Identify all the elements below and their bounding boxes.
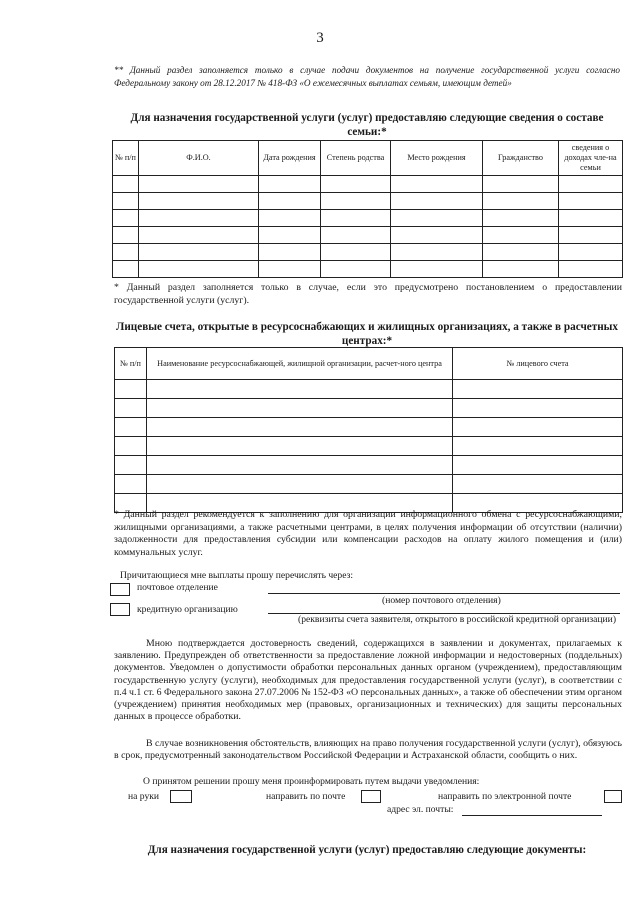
notify-hand-checkbox[interactable] (170, 790, 192, 803)
table-cell[interactable] (259, 227, 321, 244)
post-office-label: почтовое отделение (137, 582, 218, 593)
table-cell[interactable] (259, 244, 321, 261)
table-cell[interactable] (391, 244, 483, 261)
family-col-relation: Степень родства (321, 141, 391, 176)
table-row (115, 475, 623, 494)
family-col-fio: Ф.И.О. (139, 141, 259, 176)
table-cell[interactable] (391, 176, 483, 193)
family-table-header (113, 141, 623, 176)
table-cell[interactable] (113, 261, 139, 278)
table-row (115, 437, 623, 456)
table-cell[interactable] (483, 244, 559, 261)
table-cell[interactable] (559, 227, 623, 244)
table-cell[interactable] (147, 418, 453, 437)
table-row (115, 456, 623, 475)
table-cell[interactable] (115, 456, 147, 475)
table-cell[interactable] (115, 437, 147, 456)
italic-note: ** Данный раздел заполняется только в случае подачи документов на получение государственной услуги согласно Федеральному закону от 28.12.2017 № 418-ФЗ «О ежемесячных выплатах семьям, имеющим детей» (114, 65, 620, 88)
confirmation-paragraph: Мною подтверждается достоверность сведений, содержащихся в заявлении и документах, прилагаемых к заявлению. Предупрежден об ответственности за предоставление ложной информации и недостоверных (поддельных) документов. Уведомлен о допустимости обработки персональных данных органом (учреждением), предоставляющим государственную услугу (услуги), необходимых для предоставления государственной услуги (услуг), в соответствии с п.4 ч.1 ст. 6 Федерального закона 27.07.2006 № 152-ФЗ «О персональных данных», а также об обеспечении этим органом (учреждением) принятия необходимых мер (правовых, организационных и технических) для защиты персональных данных в процессе обработки. (114, 638, 622, 723)
family-col-birthdate: Дата рождения (259, 141, 321, 176)
table-cell[interactable] (113, 193, 139, 210)
table-cell[interactable] (559, 261, 623, 278)
table-cell[interactable] (483, 210, 559, 227)
table-cell[interactable] (321, 193, 391, 210)
table-cell[interactable] (259, 193, 321, 210)
accounts-table (114, 347, 623, 513)
table-cell[interactable] (453, 456, 623, 475)
table-cell[interactable] (139, 210, 259, 227)
notify-email-checkbox[interactable] (604, 790, 622, 803)
accounts-section-title: Лицевые счета, открытые в ресурсоснабжающих и жилищных организациях, а также в расчетных центрах:* (116, 321, 618, 347)
table-cell[interactable] (113, 227, 139, 244)
notify-post-checkbox[interactable] (361, 790, 381, 803)
table-cell[interactable] (115, 418, 147, 437)
notify-hand-label: на руки (128, 791, 160, 802)
table-cell[interactable] (113, 244, 139, 261)
table-cell[interactable] (391, 227, 483, 244)
table-cell[interactable] (139, 176, 259, 193)
accounts-table-header (115, 348, 623, 380)
table-cell[interactable] (321, 176, 391, 193)
table-cell[interactable] (453, 475, 623, 494)
documents-section-title: Для назначения государственной услуги (услуг) предоставляю следующие документы: (147, 844, 587, 856)
table-row (113, 244, 623, 261)
table-cell[interactable] (259, 176, 321, 193)
table-cell[interactable] (115, 399, 147, 418)
table-cell[interactable] (453, 418, 623, 437)
table-cell[interactable] (483, 193, 559, 210)
post-office-caption: (номер почтового отделения) (382, 595, 501, 606)
accounts-col-number: № п/п (115, 348, 147, 380)
table-cell[interactable] (139, 193, 259, 210)
table-cell[interactable] (115, 475, 147, 494)
family-col-income: сведения о доходах чле-на семьи (559, 141, 623, 176)
table-cell[interactable] (391, 210, 483, 227)
email-address-line[interactable] (462, 815, 602, 816)
table-cell[interactable] (147, 475, 453, 494)
table-cell[interactable] (147, 380, 453, 399)
accounts-footnote: * Данный раздел рекомендуется к заполнению для организации информационного обмена с ресурсоснабжающими, жилищными организациями, а также расчетными центрами, в целях получения информации об отсутствии (наличии) задолженности для предоставления субсидии или компенсации расходов на оплату жилого помещения и (или) коммунальных услуг. (114, 509, 622, 558)
table-cell[interactable] (321, 261, 391, 278)
table-cell[interactable] (559, 176, 623, 193)
table-cell[interactable] (139, 261, 259, 278)
table-cell[interactable] (321, 210, 391, 227)
notify-intro: О принятом решении прошу меня проинформировать путем выдачи уведомления: (143, 776, 480, 787)
table-row (115, 418, 623, 437)
bank-checkbox[interactable] (110, 603, 130, 616)
notify-post-label: направить по почте (266, 791, 346, 802)
table-cell[interactable] (113, 210, 139, 227)
family-col-birthplace: Место рождения (391, 141, 483, 176)
table-cell[interactable] (139, 244, 259, 261)
table-cell[interactable] (483, 227, 559, 244)
table-cell[interactable] (259, 261, 321, 278)
table-row (113, 210, 623, 227)
family-section-title: Для назначения государственной услуги (услуг) предоставляю следующие сведения о составе семьи:* (130, 112, 604, 138)
obligation-paragraph: В случае возникновения обстоятельств, влияющих на право получения государственной услуги (услуг), обязуюсь в срок, предусмотренный законодательством Российской Федерации и Астраханской области, сообщить о них. (114, 738, 622, 762)
table-cell[interactable] (115, 380, 147, 399)
table-cell[interactable] (321, 227, 391, 244)
table-cell[interactable] (147, 437, 453, 456)
accounts-col-account: № лицевого счета (453, 348, 623, 380)
table-cell[interactable] (453, 437, 623, 456)
bank-caption: (реквизиты счета заявителя, открытого в российской кредитной организации) (298, 614, 617, 625)
table-cell[interactable] (147, 399, 453, 418)
table-cell[interactable] (259, 210, 321, 227)
family-col-citizenship: Гражданство (483, 141, 559, 176)
table-cell[interactable] (453, 380, 623, 399)
notify-email-label: направить по электронной почте (438, 791, 572, 802)
table-cell[interactable] (483, 176, 559, 193)
table-cell[interactable] (139, 227, 259, 244)
table-cell[interactable] (113, 176, 139, 193)
family-table (112, 140, 623, 278)
table-row (113, 227, 623, 244)
table-cell[interactable] (483, 261, 559, 278)
bank-label: кредитную организацию (137, 604, 238, 615)
table-row (115, 380, 623, 399)
table-cell[interactable] (559, 244, 623, 261)
table-cell[interactable] (391, 261, 483, 278)
email-address-label: адрес эл. почты: (387, 804, 454, 815)
table-row (113, 176, 623, 193)
table-cell[interactable] (321, 244, 391, 261)
payment-intro: Причитающиеся мне выплаты прошу перечислять через: (120, 570, 354, 581)
table-cell[interactable] (453, 399, 623, 418)
table-cell[interactable] (391, 193, 483, 210)
table-row (113, 261, 623, 278)
table-cell[interactable] (147, 456, 453, 475)
table-cell[interactable] (559, 210, 623, 227)
table-cell[interactable] (559, 193, 623, 210)
page-number: 3 (316, 30, 324, 46)
accounts-col-organization: Наименование ресурсоснабжающей, жилищной организации, расчет-ного центра (147, 348, 453, 380)
table-row (115, 399, 623, 418)
family-col-number: № п/п (113, 141, 139, 176)
post-office-checkbox[interactable] (110, 583, 130, 596)
table-row (113, 193, 623, 210)
post-office-line[interactable] (268, 593, 620, 594)
family-footnote: * Данный раздел заполняется только в случае, если это предусмотрено постановлением о предоставлении государственной услуги (услуг). (114, 282, 622, 306)
